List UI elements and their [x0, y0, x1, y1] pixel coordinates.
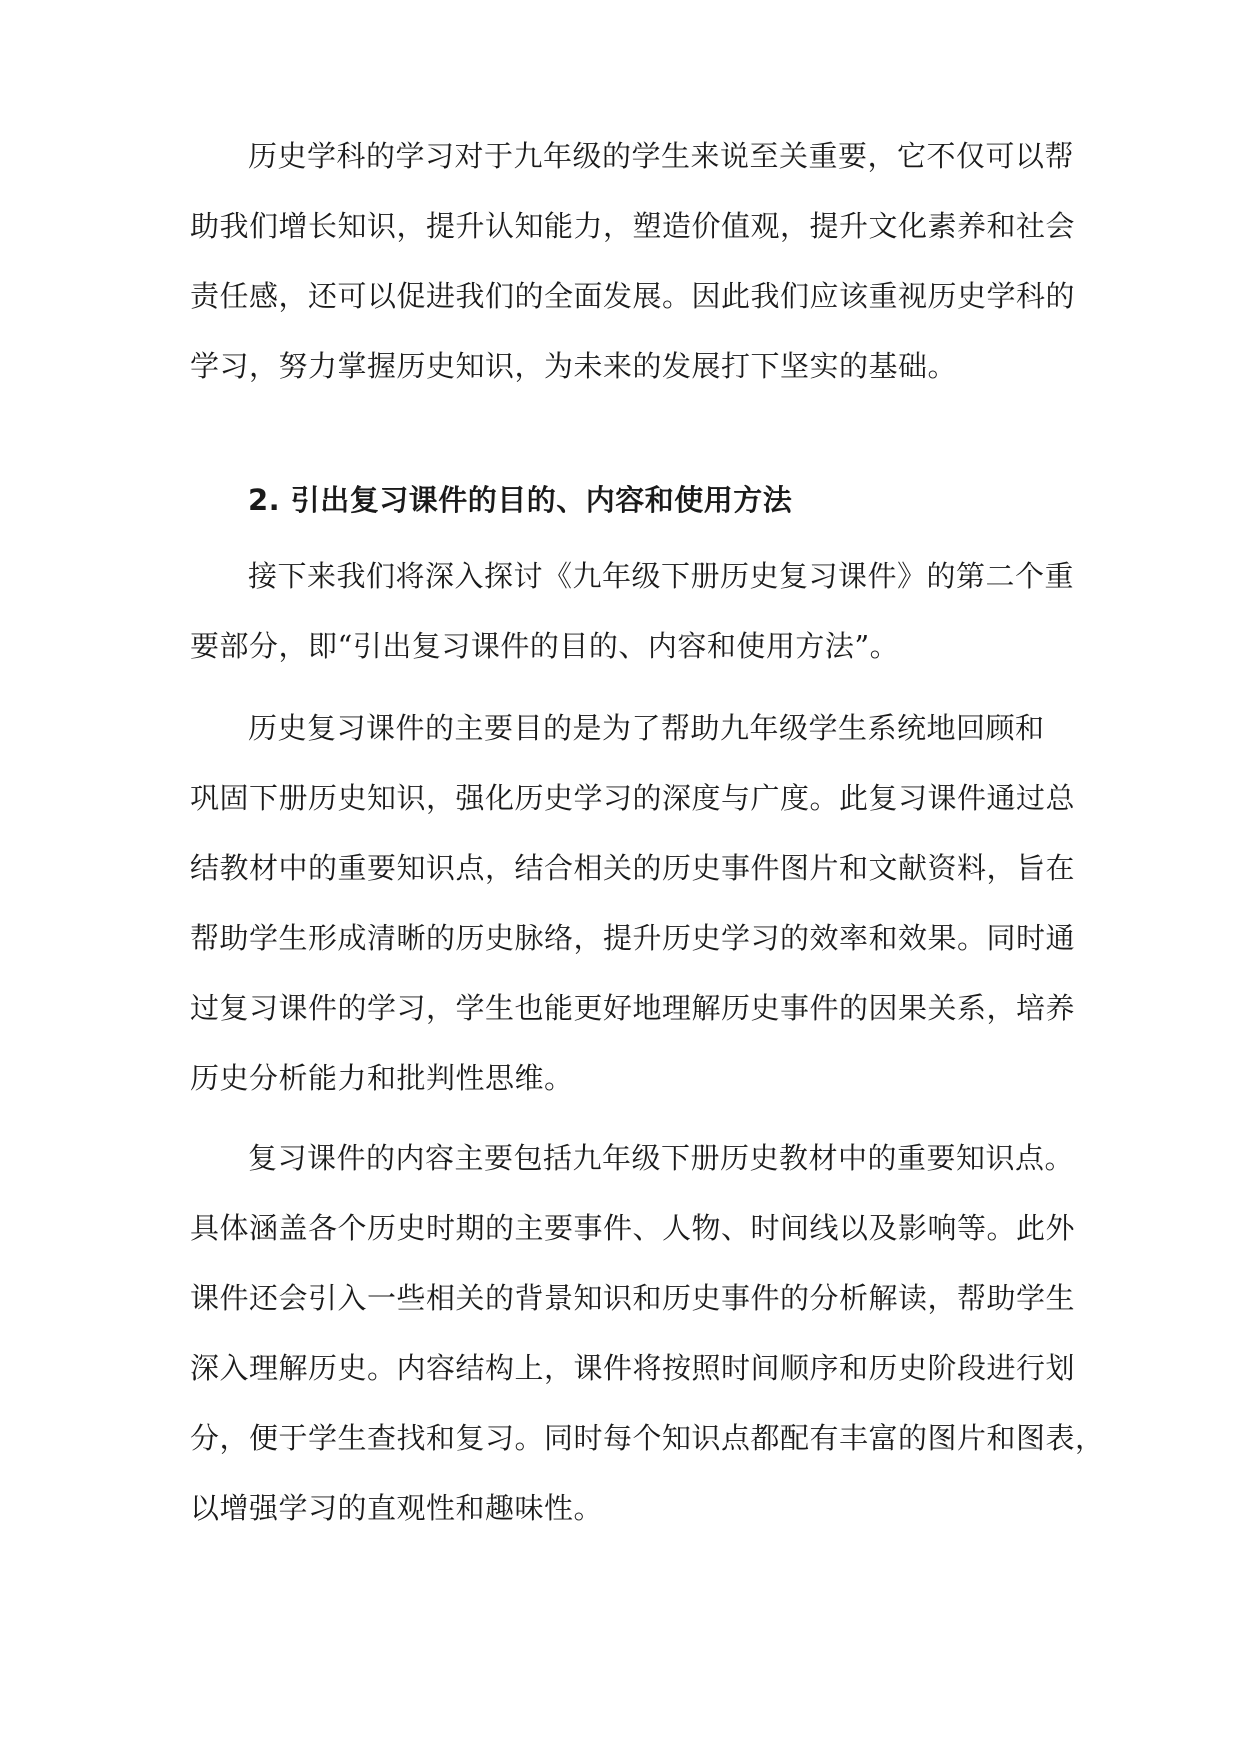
paragraph-line: 以增强学习的直观性和趣味性。 [190, 1491, 604, 1525]
paragraph-line: 历史分析能力和批判性思维。 [190, 1061, 574, 1095]
paragraph-line: 学习，努力掌握历史知识，为未来的发展打下坚实的基础。 [190, 349, 958, 383]
paragraph-line: 分，便于学生查找和复习。同时每个知识点都配有丰富的图片和图表， [190, 1421, 1105, 1455]
paragraph-line: 帮助学生形成清晰的历史脉络，提升历史学习的效率和效果。同时通 [190, 921, 1076, 955]
paragraph-line: 历史学科的学习对于九年级的学生来说至关重要，它不仅可以帮 [248, 139, 1075, 173]
paragraph-line: 责任感，还可以促进我们的全面发展。因此我们应该重视历史学科的 [190, 279, 1076, 313]
paragraph-line: 结教材中的重要知识点，结合相关的历史事件图片和文献资料，旨在 [190, 851, 1076, 885]
paragraph-line: 过复习课件的学习，学生也能更好地理解历史事件的因果关系，培养 [190, 991, 1076, 1025]
paragraph-line: 深入理解历史。内容结构上，课件将按照时间顺序和历史阶段进行划 [190, 1351, 1076, 1385]
paragraph-line: 巩固下册历史知识，强化历史学习的深度与广度。此复习课件通过总 [190, 781, 1076, 815]
paragraph-line: 具体涵盖各个历史时期的主要事件、人物、时间线以及影响等。此外 [190, 1211, 1076, 1245]
paragraph-line: 复习课件的内容主要包括九年级下册历史教材中的重要知识点。 [248, 1141, 1075, 1175]
paragraph-line: 要部分，即“引出复习课件的目的、内容和使用方法”。 [190, 629, 900, 663]
paragraph-line: 课件还会引入一些相关的背景知识和历史事件的分析解读，帮助学生 [190, 1281, 1076, 1315]
paragraph-line: 助我们增长知识，提升认知能力，塑造价值观，提升文化素养和社会 [190, 209, 1076, 243]
paragraph-line: 历史复习课件的主要目的是为了帮助九年级学生系统地回顾和 [248, 711, 1045, 745]
section-heading: 2. 引出复习课件的目的、内容和使用方法 [248, 483, 793, 517]
paragraph-line: 接下来我们将深入探讨《九年级下册历史复习课件》的第二个重 [248, 559, 1075, 593]
